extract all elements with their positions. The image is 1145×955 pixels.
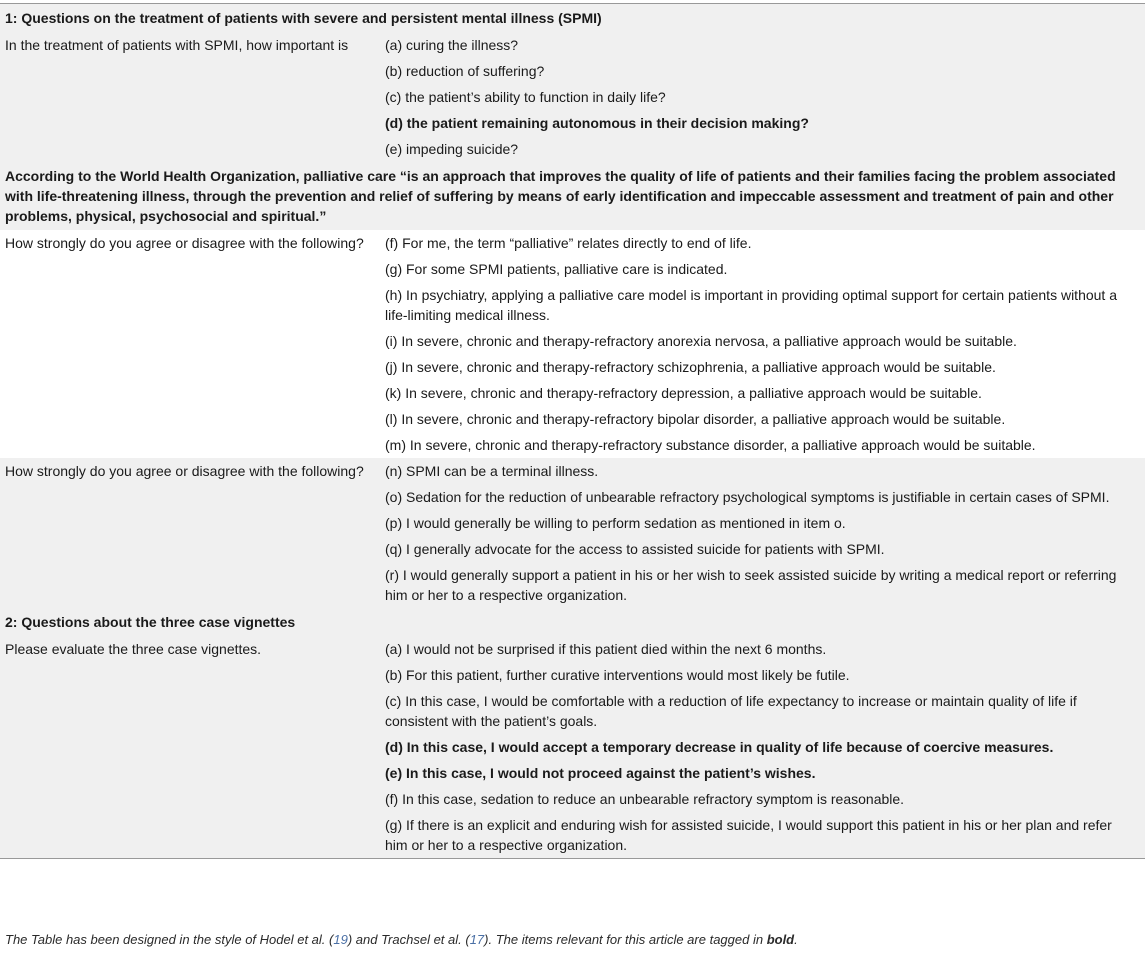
questionnaire-item: (b) reduction of suffering? — [385, 63, 545, 79]
section1-items3 — [377, 458, 1145, 608]
section2-heading: 2: Questions about the three case vignettes — [0, 608, 1145, 636]
questionnaire-item: (h) In psychiatry, applying a palliative care model is important in providing optimal support for certain patients without a life-limiting medical illness. — [385, 287, 1117, 323]
caption-ref-hodel[interactable]: 19 — [333, 932, 348, 947]
section1-agree-row-1 — [0, 230, 1145, 458]
section1-heading-row — [0, 4, 1145, 33]
caption-text-2: ) and Trachsel et al. ( — [347, 932, 470, 947]
questionnaire-item: (g) For some SPMI patients, palliative care is indicated. — [385, 261, 728, 277]
caption-ref-trachsel[interactable]: 17 — [469, 932, 485, 947]
section1-importance-row — [0, 32, 1145, 162]
survey-table — [0, 3, 1145, 859]
section1-items — [377, 32, 1145, 162]
section2-vignette-row — [0, 636, 1145, 859]
questionnaire-item: (m) In severe, chronic and therapy-refractory substance disorder, a palliative approach would be suitable. — [385, 437, 1036, 453]
caption-text-1: The Table has been designed in the style of Hodel et al. ( — [5, 932, 334, 947]
questionnaire-item: (f) In this case, sedation to reduce an unbearable refractory symptom is reasonable. — [385, 791, 905, 807]
questionnaire-item: (p) I would generally be willing to perform sedation as mentioned in item o. — [385, 515, 846, 531]
questionnaire-item: (q) I generally advocate for the access to assisted suicide for patients with SPMI. — [385, 541, 885, 557]
caption-text-3: ). The items relevant for this article are tagged in — [484, 932, 767, 947]
questionnaire-item: (j) In severe, chronic and therapy-refractory schizophrenia, a palliative approach would be suitable. — [385, 359, 996, 375]
questionnaire-item: (b) For this patient, further curative interventions would most likely be futile. — [385, 667, 850, 683]
questionnaire-item: (c) the patient’s ability to function in daily life? — [385, 89, 666, 105]
questionnaire-item: (e) In this case, I would not proceed against the patient’s wishes. — [385, 765, 816, 781]
table-caption — [5, 931, 1140, 949]
questionnaire-item: (f) For me, the term “palliative” relates directly to end of life. — [385, 235, 752, 251]
questionnaire-item: (k) In severe, chronic and therapy-refractory depression, a palliative approach would be suitable. — [385, 385, 982, 401]
section1-items2 — [377, 230, 1145, 458]
questionnaire-item: (d) In this case, I would accept a temporary decrease in quality of life because of coercive measures. — [385, 739, 1054, 755]
questionnaire-item: (o) Sedation for the reduction of unbearable refractory psychological symptoms is justifiable in certain cases of SPMI. — [385, 489, 1110, 505]
who-definition: According to the World Health Organization, palliative care “is an approach that improves the quality of life of patients and their families facing the problem associated with life-threatening illness, through the prevention and relief of suffering by means of early identification and impeccable assessment and treatment of pain and other problems, physical, psychosocial and spiritual.” — [0, 162, 1145, 230]
questionnaire-item: (n) SPMI can be a terminal illness. — [385, 463, 599, 479]
questionnaire-item: (d) the patient remaining autonomous in their decision making? — [385, 115, 809, 131]
questionnaire-item: (a) curing the illness? — [385, 37, 519, 53]
caption-text-4: . — [794, 932, 798, 947]
section1-prompt: In the treatment of patients with SPMI, how important is — [0, 32, 377, 162]
section1-prompt3: How strongly do you agree or disagree with the following? — [0, 458, 377, 608]
section2-items — [377, 636, 1145, 859]
questionnaire-item: (i) In severe, chronic and therapy-refractory anorexia nervosa, a palliative approach would be suitable. — [385, 333, 1017, 349]
questionnaire-item: (l) In severe, chronic and therapy-refractory bipolar disorder, a palliative approach would be suitable. — [385, 411, 1006, 427]
questionnaire-item: (e) impeding suicide? — [385, 141, 519, 157]
section1-prompt2: How strongly do you agree or disagree with the following? — [0, 230, 377, 458]
caption-bold-word: bold — [766, 932, 795, 947]
questionnaire-item: (g) If there is an explicit and enduring wish for assisted suicide, I would support this patient in his or her plan and refer him or her to a respective organization. — [385, 817, 1112, 853]
who-definition-row — [0, 162, 1145, 230]
section2-prompt: Please evaluate the three case vignettes. — [0, 636, 377, 859]
section1-agree-row-2 — [0, 458, 1145, 608]
section1-heading: 1: Questions on the treatment of patients with severe and persistent mental illness (SPMI) — [0, 4, 1145, 33]
questionnaire-item: (c) In this case, I would be comfortable with a reduction of life expectancy to increase or maintain quality of life if consistent with the patient’s goals. — [385, 693, 1077, 729]
questionnaire-item: (r) I would generally support a patient in his or her wish to seek assisted suicide by writing a medical report or referring him or her to a respective organization. — [385, 567, 1117, 603]
section2-heading-row — [0, 608, 1145, 636]
questionnaire-item: (a) I would not be surprised if this patient died within the next 6 months. — [385, 641, 827, 657]
